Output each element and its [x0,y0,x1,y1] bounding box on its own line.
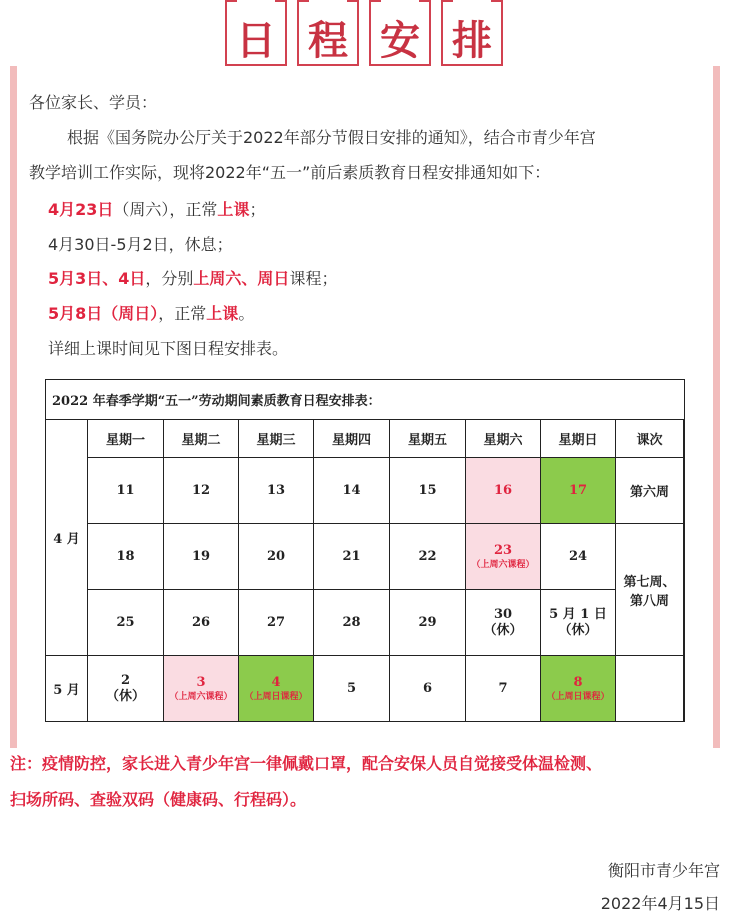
session-label: 第七周、 [623,574,676,590]
day-cell [239,524,314,590]
day-note: （上周六课程） [169,691,233,702]
title-char-2: 程 [297,10,359,66]
header-thu: 星期四 [314,420,390,458]
day-number: 27 [266,614,286,630]
day-cell [466,590,541,656]
right-decor-bar [713,66,720,748]
schedule-line-4 [48,303,254,325]
day-cell [541,524,616,590]
text: 。 [238,304,255,323]
title-char-1: 日 [225,10,287,66]
day-number: 2 [120,672,131,688]
day-cell [88,524,164,590]
day-cell-highlight [466,524,541,590]
day-cell [390,524,466,590]
schedule-line-5: 详细上课时间见下图日程安排表。 [48,339,289,358]
day-cell [88,458,164,524]
text: ； [249,200,266,219]
header-mon: 星期一 [88,420,164,458]
signature-org: 衡阳市青少年宫 [607,861,720,880]
month-may: 5 月 [46,656,88,722]
day-cell [314,590,390,656]
table-caption: 2022 年春季学期“五一”劳动期间素质教育日程安排表： [46,380,684,420]
header-fri: 星期五 [390,420,466,458]
day-cell [390,656,466,722]
epidemic-note-line1: 注：疫情防控，家长进入青少年宫一律佩戴口罩，配合安保人员自觉接受体温检测、 [10,754,603,773]
day-number: 15 [418,482,437,498]
day-number: 3 [196,674,206,690]
day-number: 26 [191,614,211,630]
text: （周六），正常 [113,200,218,219]
day-cell [390,458,466,524]
day-number: 8 [573,674,583,690]
day-note: （上周六课程） [471,559,535,570]
date-may8: 5月8日（周日） [48,304,159,323]
day-number: 18 [116,548,135,564]
day-number: 12 [191,482,211,498]
day-cell [314,524,390,590]
title-char-4: 排 [441,10,503,66]
day-number: 23 [493,542,513,558]
em-text: 上课 [206,304,239,323]
day-number: 20 [266,548,286,564]
signature-date: 2022年4月15日 [600,894,720,913]
session-week6: 第六周 [616,458,684,524]
date-may3-4: 5月3日、4日 [48,269,146,288]
schedule-line-2: 4月30日-5月2日，休息； [48,235,233,254]
day-number: 7 [498,680,508,696]
day-rest: （休） [105,688,145,704]
left-decor-bar [10,66,17,748]
day-cell [466,656,541,722]
day-cell-highlight [541,458,616,524]
em-text: 上课 [217,200,250,219]
day-rest: （休） [558,622,598,638]
day-number: 5 月 1 日 [549,606,607,622]
day-cell-highlight [239,656,314,722]
month-april: 4 月 [46,420,88,656]
epidemic-note-line2: 扫场所码、查验双码（健康码、行程码）。 [10,790,307,809]
notice-paragraph-line2: 教学培训工作实际，现将2022年“五一”前后素质教育日程安排通知如下： [29,163,551,182]
session-week7-8 [616,524,684,656]
header-sat: 星期六 [466,420,541,458]
day-cell [88,656,164,722]
schedule-line-3 [48,268,337,290]
schedule-line-1 [48,199,265,221]
day-cell [390,590,466,656]
day-number: 16 [493,482,513,498]
day-cell [164,524,239,590]
day-number: 29 [418,614,437,630]
day-number: 13 [266,482,286,498]
day-cell-highlight [164,656,239,722]
date-apr23: 4月23日 [48,200,114,219]
day-number: 19 [191,548,211,564]
day-number: 25 [116,614,135,630]
day-number: 30 [493,606,513,622]
em-text: 上周六、周日 [193,269,290,288]
header-tue: 星期二 [164,420,239,458]
header-session: 课次 [616,420,684,458]
day-number: 22 [418,548,437,564]
day-rest: （休） [483,622,523,638]
day-cell [314,458,390,524]
day-number: 17 [568,482,588,498]
day-cell-highlight [466,458,541,524]
day-number: 28 [342,614,361,630]
header-wed: 星期三 [239,420,314,458]
header-sun: 星期日 [541,420,616,458]
day-cell [239,590,314,656]
day-cell [314,656,390,722]
day-cell [164,590,239,656]
day-cell-highlight [541,656,616,722]
greeting: 各位家长、学员： [29,93,158,112]
text: ，正常 [158,304,207,323]
day-number: 6 [422,680,433,696]
day-number: 14 [342,482,361,498]
text: ，分别 [145,269,194,288]
day-cell [164,458,239,524]
day-note: （上周日课程） [244,691,308,702]
day-cell [239,458,314,524]
session-label: 第八周 [629,593,669,609]
title-char-3: 安 [369,10,431,66]
day-number: 11 [116,482,135,498]
day-note: （上周日课程） [546,691,610,702]
session-empty [616,656,684,722]
day-number: 5 [346,680,357,696]
day-cell [88,590,164,656]
text: 课程； [289,269,338,288]
day-cell [541,590,616,656]
day-number: 4 [271,674,281,690]
day-number: 21 [342,548,361,564]
title-banner [0,0,738,66]
schedule-table [45,379,685,722]
notice-paragraph-line1: 根据《国务院办公厅关于2022年部分节假日安排的通知》，结合市青少年宫 [67,128,596,147]
day-number: 24 [568,548,588,564]
